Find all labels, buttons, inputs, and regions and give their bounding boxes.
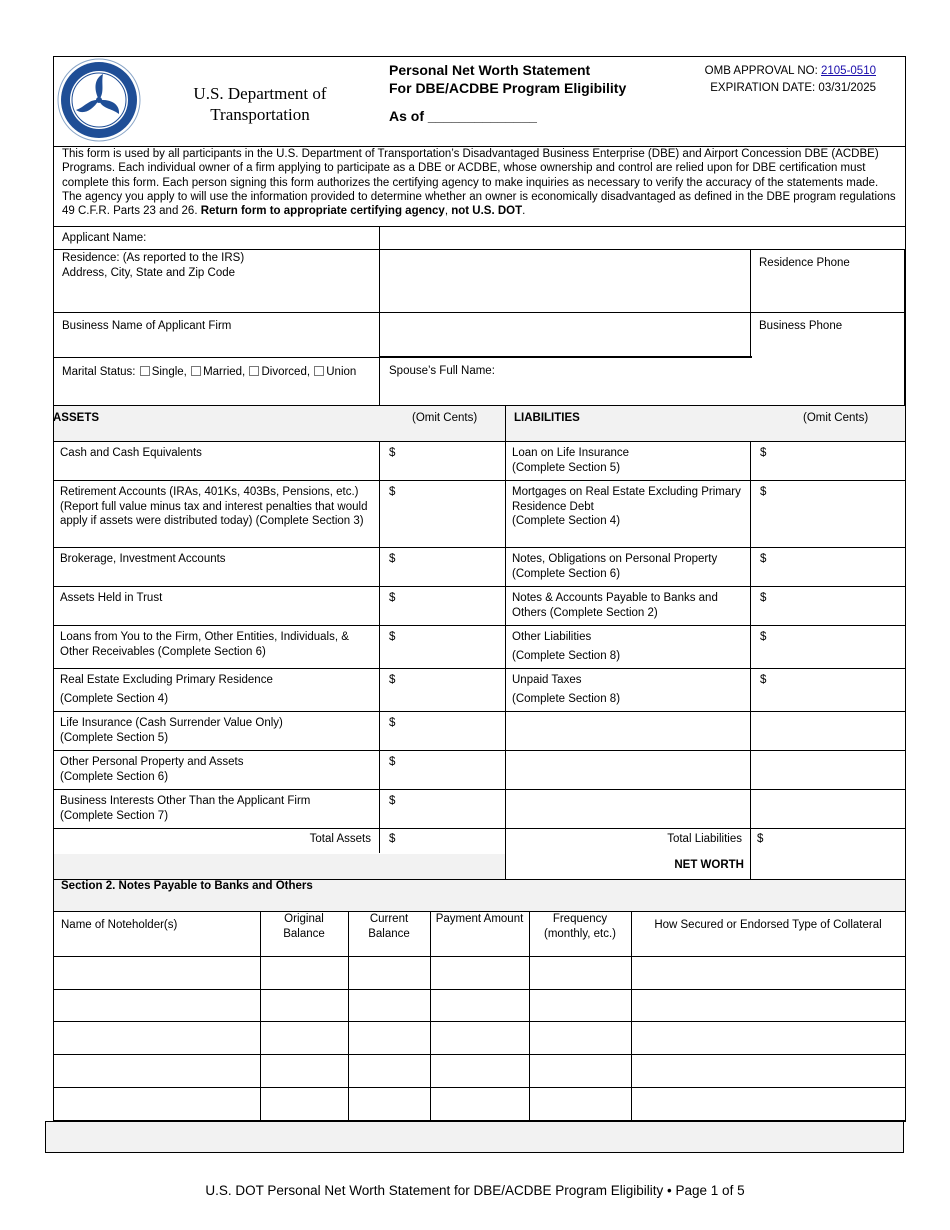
dot-seal-icon xyxy=(57,58,141,142)
agency-line-1: U.S. Department of xyxy=(193,84,327,103)
section2-bottom-strip xyxy=(45,1121,904,1153)
liability-label-text: Notes, Obligations on Personal Property xyxy=(512,553,718,565)
liability-label-text: Notes & Accounts Payable to Banks and Others (Complete Section 2) xyxy=(512,592,718,619)
asset-amount-input[interactable]: $ xyxy=(389,486,396,498)
residence-label-line-2: Address, City, State and Zip Code xyxy=(62,266,236,279)
asset-label-4 xyxy=(60,630,376,659)
section2-column-header: Current Balance xyxy=(368,913,410,940)
form-subtitle: For DBE/ACDBE Program Eligibility xyxy=(389,80,627,96)
asset-label-8 xyxy=(60,794,376,823)
total-assets-label: Total Assets xyxy=(309,833,371,845)
asset-amount-input[interactable]: $ xyxy=(389,553,396,565)
asset-label-7 xyxy=(60,755,376,784)
row-divider xyxy=(53,586,906,587)
asset-label-text: Business Interests Other Than the Applicant Firm xyxy=(60,795,311,807)
table-row[interactable] xyxy=(53,989,906,1021)
liability-label-sub: (Complete Section 5) xyxy=(512,461,621,474)
form-title-block xyxy=(389,61,626,97)
section2-column-header: Payment Amount xyxy=(435,913,524,925)
row-divider xyxy=(53,625,906,626)
marital-status xyxy=(62,365,356,380)
asset-label-sub: (Complete Section 7) xyxy=(60,809,169,822)
intro-text: This form is used by all participants in the U.S. Department of Transportation’s Disadvantaged Business Enterprise (DBE) and Airport Concession DBE (ACDBE) Programs. Each individual owner of a firm applying to participate as a DBE or ACDBE, whose ownership and control are relied upon for DBE certification must complete this form. Each person signing this form authorizes the certifying agency to make inquiries as necessary to verify the accuracy of the statements made. The agency you apply to will use the information provided to determine whether an owner is economically disadvantaged as defined in the DBE program regulations 49 C.F.R. Parts 23 and 26. xyxy=(62,148,896,218)
asset-label-2 xyxy=(60,552,376,567)
residence-address-input[interactable] xyxy=(380,250,750,312)
asset-label-1 xyxy=(60,485,376,529)
liabilities-title: LIABILITIES xyxy=(514,412,580,424)
section2-column-header: Name of Noteholder(s) xyxy=(61,919,178,931)
liability-amount-input[interactable]: $ xyxy=(760,592,767,604)
omb-label: OMB APPROVAL NO: xyxy=(704,65,818,77)
liability-label-text: Unpaid Taxes xyxy=(512,674,582,686)
table-row[interactable] xyxy=(53,956,906,989)
agency-name xyxy=(150,83,370,125)
asset-label-sub: (Complete Section 6) xyxy=(60,770,169,783)
net-worth-label: NET WORTH xyxy=(674,859,744,871)
row-divider xyxy=(53,828,906,829)
applicant-name-input[interactable] xyxy=(380,227,905,249)
liability-label-3 xyxy=(512,591,746,620)
omb-number-link[interactable]: 2105-0510 xyxy=(821,65,876,77)
liability-label-text: Other Liabilities xyxy=(512,631,592,643)
asset-label-text: Life Insurance (Cash Surrender Value Only) xyxy=(60,717,283,729)
business-phone-label: Business Phone xyxy=(759,320,843,332)
asset-label-text: Assets Held in Trust xyxy=(60,592,163,604)
total-liabilities-label: Total Liabilities xyxy=(667,833,742,845)
page-footer: U.S. DOT Personal Net Worth Statement for DBE/ACDBE Program Eligibility • Page 1 of 5 xyxy=(205,1183,745,1198)
business-name-input[interactable] xyxy=(380,313,750,356)
liability-label-2 xyxy=(512,552,746,581)
intro-paragraph xyxy=(62,147,900,218)
intro-bold-return: Return form to appropriate certifying agency xyxy=(200,205,445,218)
asset-label-3 xyxy=(60,591,376,606)
single-label: Single, xyxy=(151,366,187,378)
row-divider xyxy=(53,480,906,481)
union-checkbox[interactable] xyxy=(314,366,324,376)
asset-label-0 xyxy=(60,446,376,461)
liability-label-5 xyxy=(512,673,746,706)
liabilities-omit-cents: (Omit Cents) xyxy=(803,412,869,424)
asset-amount-input[interactable]: $ xyxy=(389,674,396,686)
married-checkbox[interactable] xyxy=(191,366,201,376)
row-divider xyxy=(53,750,906,751)
liability-amount-input[interactable]: $ xyxy=(760,674,767,686)
asset-amount-input[interactable]: $ xyxy=(389,631,396,643)
applicant-name-label: Applicant Name: xyxy=(62,232,147,244)
residence-label xyxy=(62,251,244,280)
single-checkbox[interactable] xyxy=(140,366,150,376)
assets-omit-cents: (Omit Cents) xyxy=(412,412,478,424)
married-label: Married, xyxy=(203,366,246,378)
asset-label-text: Retirement Accounts (IRAs, 401Ks, 403Bs, Pensions, etc.) (Report full value minus tax and interest penalties that would apply if assets were distributed today) (Complete Section 3) xyxy=(60,486,368,527)
row-divider xyxy=(53,547,906,548)
section2-column-header: Original Balance xyxy=(283,913,325,940)
table-row[interactable] xyxy=(53,1054,906,1087)
row-divider xyxy=(53,789,906,790)
asset-label-text: Loans from You to the Firm, Other Entities, Individuals, & Other Receivables (Complete Section 6) xyxy=(60,631,349,658)
as-of-field[interactable]: As of ______________ xyxy=(389,108,537,124)
net-worth-gray-area xyxy=(54,854,505,879)
residence-label-line-1: Residence: (As reported to the IRS) xyxy=(62,252,245,264)
asset-label-5 xyxy=(60,673,376,706)
section2-column-header: How Secured or Endorsed Type of Collateral xyxy=(654,919,882,931)
asset-label-sub: (Complete Section 4) xyxy=(60,692,169,705)
divorced-checkbox[interactable] xyxy=(249,366,259,376)
section2-title: Section 2. Notes Payable to Banks and Others xyxy=(61,880,313,892)
table-row[interactable] xyxy=(53,1021,906,1054)
asset-amount-input[interactable]: $ xyxy=(389,756,396,768)
liability-amount-input[interactable]: $ xyxy=(760,631,767,643)
liability-label-0 xyxy=(512,446,746,475)
liability-label-text: Loan on Life Insurance xyxy=(512,447,630,459)
asset-amount-input[interactable]: $ xyxy=(389,717,396,729)
union-label: Union xyxy=(326,366,357,378)
asset-amount-input[interactable]: $ xyxy=(389,795,396,807)
liability-label-text: Mortgages on Real Estate Excluding Primary Residence Debt xyxy=(512,486,741,513)
business-name-label: Business Name of Applicant Firm xyxy=(62,320,232,332)
asset-label-6 xyxy=(60,716,376,745)
row-divider xyxy=(53,1121,906,1122)
total-liabilities-input[interactable]: $ xyxy=(757,833,764,845)
spouse-name-label: Spouse’s Full Name: xyxy=(389,365,495,377)
asset-label-sub: (Complete Section 5) xyxy=(60,731,169,744)
divorced-label: Divorced, xyxy=(261,366,311,378)
agency-line-2: Transportation xyxy=(210,105,310,124)
liability-label-1 xyxy=(512,485,746,529)
liability-amount-input[interactable]: $ xyxy=(760,553,767,565)
asset-amount-input[interactable]: $ xyxy=(389,447,396,459)
assets-liabilities-header xyxy=(54,406,905,441)
intro-comma: , xyxy=(444,205,452,218)
section2-column-header: Frequency (monthly, etc.) xyxy=(544,913,616,940)
liability-label-sub: (Complete Section 8) xyxy=(512,649,621,662)
omb-block xyxy=(660,63,876,97)
asset-label-text: Real Estate Excluding Primary Residence xyxy=(60,674,273,686)
asset-label-text: Other Personal Property and Assets xyxy=(60,756,244,768)
residence-phone-label: Residence Phone xyxy=(759,257,850,269)
marital-label: Marital Status: xyxy=(62,366,136,378)
assets-title: ASSETS xyxy=(53,412,100,424)
asset-label-text: Cash and Cash Equivalents xyxy=(60,447,202,459)
liability-amount-input[interactable]: $ xyxy=(760,447,767,459)
liability-label-sub: (Complete Section 8) xyxy=(512,692,621,705)
row-divider xyxy=(53,668,906,669)
intro-period: . xyxy=(522,205,526,218)
asset-label-text: Brokerage, Investment Accounts xyxy=(60,553,226,565)
table-row[interactable] xyxy=(53,1087,906,1121)
row-divider xyxy=(53,711,906,712)
asset-amount-input[interactable]: $ xyxy=(389,592,396,604)
liability-amount-input[interactable]: $ xyxy=(760,486,767,498)
liability-label-4 xyxy=(512,630,746,663)
intro-bold-not-dot: not U.S. DOT xyxy=(451,205,523,218)
expiration-date: EXPIRATION DATE: 03/31/2025 xyxy=(710,82,876,94)
total-assets-input[interactable]: $ xyxy=(389,833,396,845)
liability-label-sub: (Complete Section 4) xyxy=(512,515,621,527)
net-worth-input[interactable] xyxy=(751,854,905,879)
form-title: Personal Net Worth Statement xyxy=(389,62,591,78)
liability-label-sub: (Complete Section 6) xyxy=(512,567,621,580)
